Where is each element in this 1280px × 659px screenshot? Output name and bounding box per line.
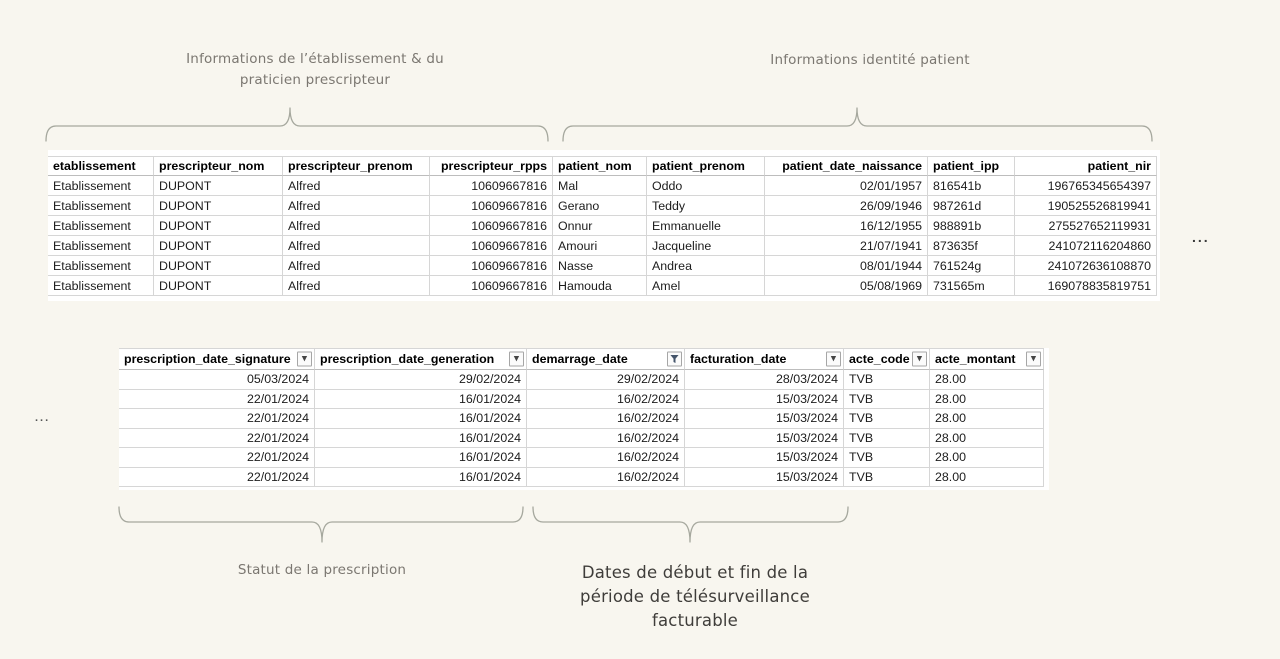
cell-acte_code: TVB xyxy=(844,448,930,468)
cell-etablissement: Etablissement xyxy=(48,176,154,196)
cell-acte_montant: 28.00 xyxy=(930,468,1044,488)
annotation-line: période de télésurveillance xyxy=(580,587,810,606)
cell-prescripteur_rpps: 10609667816 xyxy=(430,216,553,236)
cell-patient_nom: Mal xyxy=(553,176,647,196)
filter-dropdown-button[interactable] xyxy=(1026,352,1041,367)
cell-prescription_date_signature: 22/01/2024 xyxy=(119,429,315,449)
cell-patient_date_naissance: 02/01/1957 xyxy=(765,176,928,196)
cell-demarrage_date: 29/02/2024 xyxy=(527,370,685,390)
cell-prescription_date_generation: 16/01/2024 xyxy=(315,468,527,488)
cell-prescription_date_generation: 29/02/2024 xyxy=(315,370,527,390)
cell-demarrage_date: 16/02/2024 xyxy=(527,429,685,449)
column-header-patient_prenom xyxy=(647,156,765,176)
cell-prescription_date_generation: 16/01/2024 xyxy=(315,390,527,410)
chevron-down-icon: ▼ xyxy=(513,354,520,363)
cell-patient_prenom: Jacqueline xyxy=(647,236,765,256)
column-header-label: prescripteur_prenom xyxy=(288,159,413,173)
column-header-patient_nom xyxy=(553,156,647,176)
column-header-acte_montant xyxy=(930,348,1044,370)
cell-facturation_date: 15/03/2024 xyxy=(685,429,844,449)
annotation-line: facturable xyxy=(651,611,739,630)
column-header-acte_code xyxy=(844,348,930,370)
cell-acte_montant: 28.00 xyxy=(930,448,1044,468)
column-header-label: patient_prenom xyxy=(652,159,745,173)
cell-acte_montant: 28.00 xyxy=(930,370,1044,390)
column-header-label: prescripteur_nom xyxy=(159,159,265,173)
cell-prescription_date_signature: 22/01/2024 xyxy=(119,468,315,488)
filter-dropdown-button[interactable] xyxy=(912,352,927,367)
cell-prescripteur_nom: DUPONT xyxy=(154,256,283,276)
column-header-label: prescripteur_rpps xyxy=(440,159,547,173)
cell-patient_ipp: 987261d xyxy=(928,196,1015,216)
cell-patient_ipp: 873635f xyxy=(928,236,1015,256)
cell-patient_nom: Onnur xyxy=(553,216,647,236)
cell-patient_nir: 241072116204860 xyxy=(1015,236,1157,256)
column-header-label: facturation_date xyxy=(690,352,787,366)
annotation-line: Dates de début et fin de la xyxy=(581,563,809,582)
filter-applied-funnel-button[interactable] xyxy=(667,352,682,367)
cell-prescripteur_rpps: 10609667816 xyxy=(430,176,553,196)
cell-patient_date_naissance: 16/12/1955 xyxy=(765,216,928,236)
cell-etablissement: Etablissement xyxy=(48,256,154,276)
column-header-label: patient_nir xyxy=(1087,159,1151,173)
cell-demarrage_date: 16/02/2024 xyxy=(527,448,685,468)
cell-etablissement: Etablissement xyxy=(48,196,154,216)
cell-prescripteur_prenom: Alfred xyxy=(283,236,430,256)
cell-patient_nom: Nasse xyxy=(553,256,647,276)
column-header-label: prescription_date_generation xyxy=(320,352,495,366)
annotation-line: Informations de l’établissement & du xyxy=(186,51,444,67)
cell-prescripteur_rpps: 10609667816 xyxy=(430,236,553,256)
cell-patient_date_naissance: 21/07/1941 xyxy=(765,236,928,256)
column-header-prescription_date_generation xyxy=(315,348,527,370)
cell-patient_ipp: 816541b xyxy=(928,176,1015,196)
cell-acte_code: TVB xyxy=(844,390,930,410)
cell-prescription_date_signature: 22/01/2024 xyxy=(119,390,315,410)
table-prescription-dates xyxy=(119,348,1049,490)
column-header-prescripteur_rpps xyxy=(430,156,553,176)
cell-acte_montant: 28.00 xyxy=(930,429,1044,449)
column-header-label: acte_code xyxy=(849,352,910,366)
cell-etablissement: Etablissement xyxy=(48,216,154,236)
filter-dropdown-button[interactable] xyxy=(509,352,524,367)
cell-acte_code: TVB xyxy=(844,409,930,429)
cell-acte_code: TVB xyxy=(844,370,930,390)
annotation-etablissement-prescripteur xyxy=(140,49,490,91)
brace-statut-prescription xyxy=(119,507,523,542)
cell-etablissement: Etablissement xyxy=(48,236,154,256)
cell-acte_montant: 28.00 xyxy=(930,409,1044,429)
column-header-label: etablissement xyxy=(53,159,136,173)
table-prescripteur-patient xyxy=(48,150,1160,301)
cell-demarrage_date: 16/02/2024 xyxy=(527,390,685,410)
cell-facturation_date: 15/03/2024 xyxy=(685,468,844,488)
ellipsis-more-columns-left: ... xyxy=(35,412,51,424)
column-header-prescription_date_signature xyxy=(119,348,315,370)
column-header-label: patient_ipp xyxy=(933,159,1000,173)
column-header-prescripteur_nom xyxy=(154,156,283,176)
cell-patient_nir: 190525526819941 xyxy=(1015,196,1157,216)
cell-acte_montant: 28.00 xyxy=(930,390,1044,410)
column-header-label: patient_date_naissance xyxy=(782,159,922,173)
cell-patient_nir: 196765345654397 xyxy=(1015,176,1157,196)
cell-patient_nom: Gerano xyxy=(553,196,647,216)
annotation-periode-facturable xyxy=(525,561,865,633)
brace-periode-facturable xyxy=(533,507,848,542)
column-header-patient_date_naissance xyxy=(765,156,928,176)
column-header-label: patient_nom xyxy=(558,159,632,173)
cell-patient_prenom: Teddy xyxy=(647,196,765,216)
ellipsis-more-columns-right: ... xyxy=(1192,229,1210,245)
column-header-facturation_date xyxy=(685,348,844,370)
cell-patient_date_naissance: 08/01/1944 xyxy=(765,256,928,276)
cell-prescripteur_prenom: Alfred xyxy=(283,256,430,276)
cell-patient_nir: 169078835819751 xyxy=(1015,276,1157,296)
cell-prescription_date_generation: 16/01/2024 xyxy=(315,429,527,449)
cell-prescripteur_nom: DUPONT xyxy=(154,216,283,236)
cell-prescription_date_generation: 16/01/2024 xyxy=(315,448,527,468)
cell-patient_nom: Hamouda xyxy=(553,276,647,296)
chevron-down-icon: ▼ xyxy=(916,354,923,363)
column-header-prescripteur_prenom xyxy=(283,156,430,176)
column-header-label: demarrage_date xyxy=(532,352,628,366)
cell-demarrage_date: 16/02/2024 xyxy=(527,409,685,429)
cell-patient_ipp: 731565m xyxy=(928,276,1015,296)
cell-demarrage_date: 16/02/2024 xyxy=(527,468,685,488)
cell-patient_prenom: Emmanuelle xyxy=(647,216,765,236)
cell-prescripteur_prenom: Alfred xyxy=(283,216,430,236)
cell-patient_date_naissance: 26/09/1946 xyxy=(765,196,928,216)
cell-prescripteur_prenom: Alfred xyxy=(283,196,430,216)
cell-prescripteur_rpps: 10609667816 xyxy=(430,256,553,276)
cell-prescripteur_nom: DUPONT xyxy=(154,276,283,296)
brace-etablissement-prescripteur xyxy=(46,108,548,141)
column-header-patient_nir xyxy=(1015,156,1157,176)
cell-prescription_date_generation: 16/01/2024 xyxy=(315,409,527,429)
filter-dropdown-button[interactable] xyxy=(826,352,841,367)
cell-facturation_date: 15/03/2024 xyxy=(685,390,844,410)
cell-patient_nir: 241072636108870 xyxy=(1015,256,1157,276)
column-header-label: acte_montant xyxy=(935,352,1016,366)
cell-patient_nom: Amouri xyxy=(553,236,647,256)
cell-facturation_date: 28/03/2024 xyxy=(685,370,844,390)
cell-prescripteur_rpps: 10609667816 xyxy=(430,196,553,216)
column-header-demarrage_date xyxy=(527,348,685,370)
cell-prescripteur_nom: DUPONT xyxy=(154,196,283,216)
chevron-down-icon: ▼ xyxy=(1030,354,1037,363)
cell-acte_code: TVB xyxy=(844,429,930,449)
cell-prescripteur_nom: DUPONT xyxy=(154,236,283,256)
annotation-identite-patient xyxy=(700,50,1040,71)
cell-patient_ipp: 988891b xyxy=(928,216,1015,236)
annotation-line: Statut de la prescription xyxy=(237,562,407,578)
cell-patient_prenom: Oddo xyxy=(647,176,765,196)
cell-patient_date_naissance: 05/08/1969 xyxy=(765,276,928,296)
column-header-etablissement xyxy=(48,156,154,176)
cell-prescripteur_rpps: 10609667816 xyxy=(430,276,553,296)
annotation-line: Informations identité patient xyxy=(770,52,970,68)
column-header-label: prescription_date_signature xyxy=(124,352,291,366)
chevron-down-icon: ▼ xyxy=(301,354,308,363)
cell-etablissement: Etablissement xyxy=(48,276,154,296)
cell-patient_prenom: Andrea xyxy=(647,256,765,276)
cell-facturation_date: 15/03/2024 xyxy=(685,448,844,468)
cell-prescription_date_signature: 22/01/2024 xyxy=(119,448,315,468)
cell-prescription_date_signature: 05/03/2024 xyxy=(119,370,315,390)
cell-prescripteur_prenom: Alfred xyxy=(283,276,430,296)
annotation-line: praticien prescripteur xyxy=(239,72,391,88)
annotation-statut-prescription xyxy=(142,560,502,581)
cell-facturation_date: 15/03/2024 xyxy=(685,409,844,429)
cell-patient_ipp: 761524g xyxy=(928,256,1015,276)
filter-dropdown-button[interactable] xyxy=(297,352,312,367)
column-header-patient_ipp xyxy=(928,156,1015,176)
cell-prescripteur_nom: DUPONT xyxy=(154,176,283,196)
cell-acte_code: TVB xyxy=(844,468,930,488)
cell-patient_nir: 275527652119931 xyxy=(1015,216,1157,236)
brace-identite-patient xyxy=(563,108,1152,141)
cell-prescription_date_signature: 22/01/2024 xyxy=(119,409,315,429)
cell-prescripteur_prenom: Alfred xyxy=(283,176,430,196)
cell-patient_prenom: Amel xyxy=(647,276,765,296)
chevron-down-icon: ▼ xyxy=(830,354,837,363)
